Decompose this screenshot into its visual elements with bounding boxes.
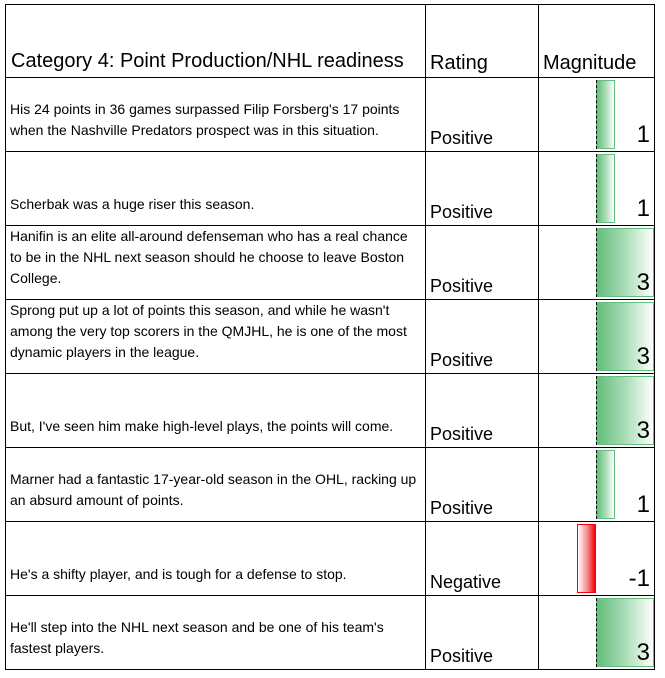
- description-cell[interactable]: [6, 78, 426, 152]
- row-rating: Positive: [430, 350, 494, 370]
- rating-cell[interactable]: [426, 596, 539, 670]
- row-rating: Positive: [430, 202, 494, 222]
- table-row: [6, 448, 655, 522]
- row-magnitude-value: 1: [636, 121, 650, 148]
- row-magnitude-value: 3: [636, 343, 650, 370]
- negative-data-bar: [577, 524, 596, 593]
- magnitude-cell[interactable]: [539, 300, 655, 374]
- rating-cell[interactable]: [426, 374, 539, 448]
- row-magnitude-value: 3: [636, 639, 650, 666]
- magnitude-cell[interactable]: [539, 226, 655, 300]
- description-cell[interactable]: [6, 596, 426, 670]
- rating-cell[interactable]: [426, 78, 539, 152]
- magnitude-cell[interactable]: [539, 448, 655, 522]
- header-title-cell[interactable]: [6, 5, 426, 78]
- table-row: [6, 374, 655, 448]
- row-magnitude-value: 1: [636, 195, 650, 222]
- header-magnitude-cell[interactable]: [539, 5, 655, 78]
- rating-cell[interactable]: [426, 152, 539, 226]
- rating-header: Rating: [430, 52, 488, 74]
- row-rating: Negative: [430, 572, 502, 592]
- magnitude-cell[interactable]: [539, 522, 655, 596]
- positive-data-bar: [596, 450, 615, 519]
- row-rating: Positive: [430, 498, 494, 518]
- row-description: He's a shifty player, and is tough for a defense to stop.: [10, 566, 347, 582]
- table-row: [6, 522, 655, 596]
- table-row: [6, 78, 655, 152]
- description-cell[interactable]: [6, 448, 426, 522]
- magnitude-cell[interactable]: [539, 152, 655, 226]
- row-magnitude-value: -1: [628, 565, 650, 592]
- description-cell[interactable]: [6, 152, 426, 226]
- table-row: [6, 152, 655, 226]
- positive-data-bar: [596, 80, 615, 149]
- row-description: Hanifin is an elite all-around defenseman who has a real chance to be in the NHL next season should he choose to leave Boston College.: [10, 228, 408, 286]
- header-row: [6, 5, 655, 78]
- category-table: [5, 4, 655, 670]
- rating-cell[interactable]: [426, 448, 539, 522]
- positive-data-bar: [596, 154, 615, 223]
- rating-cell[interactable]: [426, 522, 539, 596]
- magnitude-cell[interactable]: [539, 374, 655, 448]
- row-magnitude-value: 1: [636, 491, 650, 518]
- row-rating: Positive: [430, 276, 494, 296]
- magnitude-cell[interactable]: [539, 596, 655, 670]
- row-description: But, I've seen him make high-level plays, the points will come.: [10, 418, 394, 434]
- row-rating: Positive: [430, 646, 494, 666]
- row-rating: Positive: [430, 424, 494, 444]
- row-magnitude-value: 3: [636, 269, 650, 296]
- row-description: Marner had a fantastic 17-year-old season in the OHL, racking up an absurd amount of points.: [10, 471, 417, 508]
- row-description: His 24 points in 36 games surpassed Filip Forsberg's 17 points when the Nashville Predators prospect was in this situation.: [10, 101, 400, 138]
- description-cell[interactable]: [6, 522, 426, 596]
- magnitude-cell[interactable]: [539, 78, 655, 152]
- row-rating: Positive: [430, 128, 494, 148]
- magnitude-header: Magnitude: [543, 52, 637, 74]
- rating-cell[interactable]: [426, 226, 539, 300]
- header-rating-cell[interactable]: [426, 5, 539, 78]
- table-row: [6, 596, 655, 670]
- description-cell[interactable]: [6, 374, 426, 448]
- rating-cell[interactable]: [426, 300, 539, 374]
- table-row: [6, 226, 655, 300]
- row-description: He'll step into the NHL next season and be one of his team's fastest players.: [10, 619, 384, 656]
- table-row: [6, 300, 655, 374]
- row-magnitude-value: 3: [636, 417, 650, 444]
- description-cell[interactable]: [6, 300, 426, 374]
- row-description: Sprong put up a lot of points this season, and while he wasn't among the very top scorers in the QMJHL, he is one of the most dynamic players in the league.: [10, 302, 407, 360]
- row-description: Scherbak was a huge riser this season.: [10, 196, 255, 212]
- description-cell[interactable]: [6, 226, 426, 300]
- category-title: Category 4: Point Production/NHL readiness: [11, 50, 404, 72]
